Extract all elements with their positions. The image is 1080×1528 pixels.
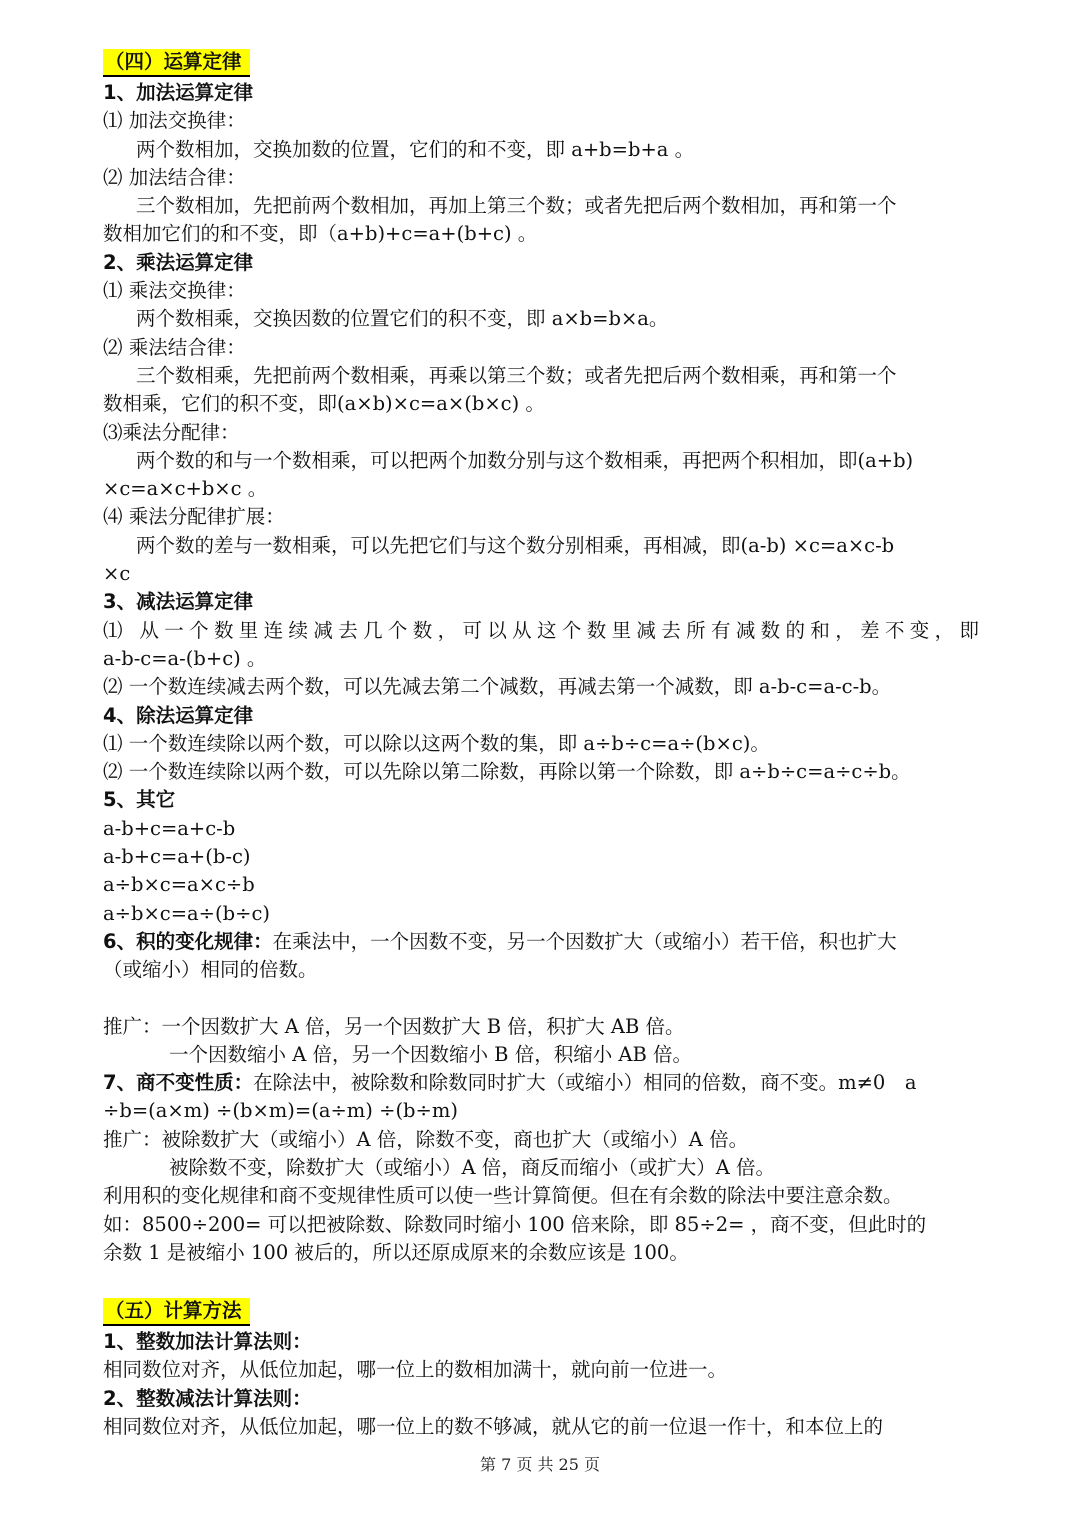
section5-title: （五）计算方法 [103, 1298, 250, 1326]
page-footer: 第 7 页 共 25 页 [480, 1455, 600, 1474]
integer-addition-rule: 相同数位对齐，从低位加起，哪一位上的数相加满十，就向前一位进一。 [103, 1358, 728, 1382]
division-law-1: ⑴ 一个数连续除以两个数，可以除以这两个数的集，即 a÷b÷c=a÷(b×c)。 [103, 731, 770, 755]
remainder-note-2: 如：8500÷200= 可以把被除数、除数同时缩小 100 倍来除，即 85÷2= ，商不变，但此时的 [103, 1212, 927, 1236]
section5-heading-row [103, 1297, 979, 1326]
distributive-extension-text-a: 两个数的差与一数相乘，可以先把它们与这个数分别相乘，再相减，即(a-b) ×c=a×c-b [136, 533, 895, 557]
product-extension-label: 推广： [103, 1014, 162, 1038]
formula-4: a÷b×c=a÷(b÷c) [103, 901, 270, 925]
heading-integer-subtraction: 2、整数减法计算法则： [103, 1386, 312, 1410]
subtraction-law-1-a: ⑴ 从一个数里连续减去几个数，可以从这个数里减去所有减数的和，差不变，即 [103, 618, 979, 642]
division-law-2: ⑵ 一个数连续除以两个数，可以先除以第二除数，再除以第一个除数，即 a÷b÷c=a÷c÷b。 [103, 760, 911, 784]
multiplication-commutative-text: 两个数相乘，交换因数的位置它们的积不变，即 a×b=b×a。 [136, 307, 669, 331]
heading-division-laws: 4、除法运算定律 [103, 703, 254, 727]
heading-others: 5、其它 [103, 788, 176, 812]
quotient-extension-label: 推广： [103, 1127, 162, 1151]
quotient-invariance-label: 7、商不变性质： [103, 1071, 254, 1095]
multiplication-distributive-text-b: ×c=a×c+b×c 。 [103, 477, 268, 501]
heading-multiplication-laws: 2、乘法运算定律 [103, 250, 254, 274]
remainder-note-1: 利用积的变化规律和商不变规律性质可以使一些计算简便。但在有余数的除法中要注意余数。 [103, 1184, 903, 1208]
multiplication-associative-label: ⑵ 乘法结合律： [103, 335, 246, 359]
addition-associative-text-b: 数相加它们的和不变，即（a+b)+c=a+(b+c) 。 [103, 222, 538, 246]
remainder-note-3: 余数 1 是被缩小 100 被后的，所以还原成原来的余数应该是 100。 [103, 1240, 689, 1264]
addition-commutative-text: 两个数相加，交换加数的位置，它们的和不变，即 a+b=b+a 。 [136, 137, 695, 161]
formula-1: a-b+c=a+c-b [103, 816, 236, 840]
multiplication-distributive-text-a: 两个数的和与一个数相乘，可以把两个加数分别与这个数相乘，再把两个积相加，即(a+b) [136, 448, 914, 472]
addition-associative-label: ⑵ 加法结合律： [103, 165, 246, 189]
product-change-rule-a [103, 928, 979, 956]
document-page [103, 48, 979, 1441]
product-change-rule-text-a: 在乘法中，一个因数不变，另一个因数扩大（或缩小）若干倍，积也扩大 [272, 929, 897, 953]
subtraction-law-1-b: a-b-c=a-(b+c) 。 [103, 646, 267, 670]
section4-heading-row [103, 48, 979, 77]
distributive-extension-label: ⑷ 乘法分配律扩展： [103, 505, 285, 529]
quotient-extension-text-2: 被除数不变，除数扩大（或缩小）A 倍，商反而缩小（或扩大）A 倍。 [169, 1155, 776, 1179]
quotient-extension-text-1: 被除数扩大（或缩小）A 倍，除数不变，商也扩大（或缩小）A 倍。 [161, 1127, 749, 1151]
multiplication-associative-text-b: 数相乘，它们的积不变，即(a×b)×c=a×(b×c) 。 [103, 392, 545, 416]
heading-addition-laws: 1、加法运算定律 [103, 81, 254, 104]
multiplication-commutative-label: ⑴ 乘法交换律： [103, 279, 246, 303]
multiplication-associative-text-a: 三个数相乘，先把前两个数相乘，再乘以第三个数；或者先把后两个数相乘，再和第一个 [136, 363, 897, 387]
quotient-invariance-text-b: ÷b=(a×m) ÷(b×m)=(a÷m) ÷(b÷m) [103, 1099, 458, 1123]
product-change-rule-text-b: （或缩小）相同的倍数。 [103, 958, 318, 982]
addition-commutative-label: ⑴ 加法交换律： [103, 109, 246, 133]
product-change-rule-label: 6、积的变化规律： [103, 929, 273, 953]
blank-line-2 [103, 1267, 979, 1297]
multiplication-distributive-label: ⑶乘法分配律： [103, 420, 240, 444]
heading-integer-addition: 1、整数加法计算法则： [103, 1330, 312, 1354]
subtraction-law-2: ⑵ 一个数连续减去两个数，可以先减去第二个减数，再减去第一个减数，即 a-b-c=a-c-b。 [103, 675, 892, 699]
formula-2: a-b+c=a+(b-c) [103, 845, 251, 869]
addition-associative-text-a: 三个数相加，先把前两个数相加，再加上第三个数；或者先把后两个数相加，再和第一个 [136, 194, 897, 218]
section4-title: （四）运算定律 [103, 49, 250, 77]
product-extension-text-2: 一个因数缩小 A 倍，另一个因数缩小 B 倍，积缩小 AB 倍。 [169, 1042, 693, 1066]
heading-subtraction-laws: 3、减法运算定律 [103, 590, 254, 614]
integer-subtraction-rule: 相同数位对齐，从低位加起，哪一位上的数不够减，就从它的前一位退一作十，和本位上的 [103, 1415, 884, 1439]
quotient-invariance-text-a: 在除法中，被除数和除数同时扩大（或缩小）相同的倍数，商不变。m≠0 a [253, 1071, 917, 1095]
quotient-extension-1 [103, 1126, 979, 1154]
formula-3: a÷b×c=a×c÷b [103, 873, 255, 897]
product-extension-text-1: 一个因数扩大 A 倍，另一个因数扩大 B 倍，积扩大 AB 倍。 [161, 1014, 685, 1038]
quotient-invariance-a [103, 1069, 979, 1097]
blank-line [103, 985, 979, 1013]
product-extension-1 [103, 1013, 979, 1041]
distributive-extension-text-b: ×c [103, 562, 131, 586]
